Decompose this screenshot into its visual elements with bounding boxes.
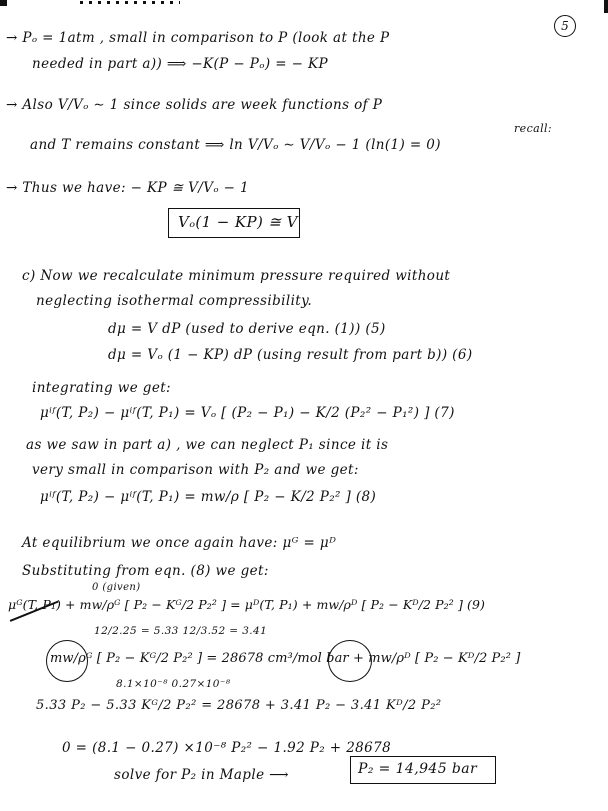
note-line: integrating we get: <box>32 380 171 396</box>
equation-line: μⁱᶠ(T, P₂) − μⁱᶠ(T, P₁) = Vₒ [ (P₂ − P₁) − K/2 (P₂² − P₁²) ] (7) <box>40 405 455 421</box>
note-line: recall: <box>514 122 553 135</box>
note-line: → Pₒ = 1atm , small in comparison to P (look at the P <box>6 30 390 46</box>
boxed-result-text: Vₒ(1 − KP) ≅ V <box>178 213 298 231</box>
final-answer-text: P₂ = 14,945 bar <box>358 761 478 777</box>
equation-line: 0 = (8.1 − 0.27) ×10⁻⁸ P₂² − 1.92 P₂ + 28678 <box>62 740 392 756</box>
note-line: very small in comparison with P₂ and we get: <box>32 462 359 478</box>
edge-mark <box>604 0 608 13</box>
equation-line: mw/ρᴳ [ P₂ − Kᴳ/2 P₂² ] = 28678 cm³/mol bar + mw/ρᴰ [ P₂ − Kᴰ/2 P₂² ] <box>50 651 521 666</box>
equation-line: μᴳ(T, P₁) + mw/ρᴳ [ P₂ − Kᴳ/2 P₂² ] = μᴰ(T, P₁) + mw/ρᴰ [ P₂ − Kᴰ/2 P₂² ] (9) <box>8 597 485 612</box>
note-line: solve for P₂ in Maple ⟶ <box>114 767 289 783</box>
corner-mark <box>0 0 7 6</box>
equation-line: 5.33 P₂ − 5.33 Kᴳ/2 P₂² = 28678 + 3.41 P₂ − 3.41 Kᴰ/2 P₂² <box>36 698 442 713</box>
note-line: → Also V/Vₒ ∼ 1 since solids are week functions of P <box>6 97 383 113</box>
note-line: → Thus we have: − KP ≅ V/Vₒ − 1 <box>6 180 250 196</box>
page-number: 5 <box>554 15 576 37</box>
note-line: and T remains constant ⟹ ln V/Vₒ ∼ V/Vₒ − 1 (ln(1) = 0) <box>30 137 441 153</box>
equation-line: dμ = V dP (used to derive eqn. (1)) (5) <box>108 321 386 337</box>
equation-line: dμ = Vₒ (1 − KP) dP (using result from part b)) (6) <box>108 347 473 363</box>
annotation: 12/2.25 = 5.33 12/3.52 = 3.41 <box>94 625 268 637</box>
note-line: Substituting from eqn. (8) we get: <box>22 563 269 579</box>
note-line: At equilibrium we once again have: μᴳ = μᴰ <box>22 535 337 551</box>
note-line: c) Now we recalculate minimum pressure required without <box>22 268 451 284</box>
annotation: 0 (given) <box>92 582 141 593</box>
note-line: as we saw in part a) , we can neglect P₁ since it is <box>26 437 389 453</box>
header-scribble <box>80 1 180 4</box>
equation-line: μⁱᶠ(T, P₂) − μⁱᶠ(T, P₁) = mw/ρ [ P₂ − K/2 P₂² ] (8) <box>40 489 377 505</box>
note-line: neglecting isothermal compressibility. <box>36 293 313 309</box>
note-line: needed in part a)) ⟹ −K(P − Pₒ) = − KP <box>32 56 328 72</box>
annotation: 8.1×10⁻⁸ 0.27×10⁻⁸ <box>116 678 231 690</box>
